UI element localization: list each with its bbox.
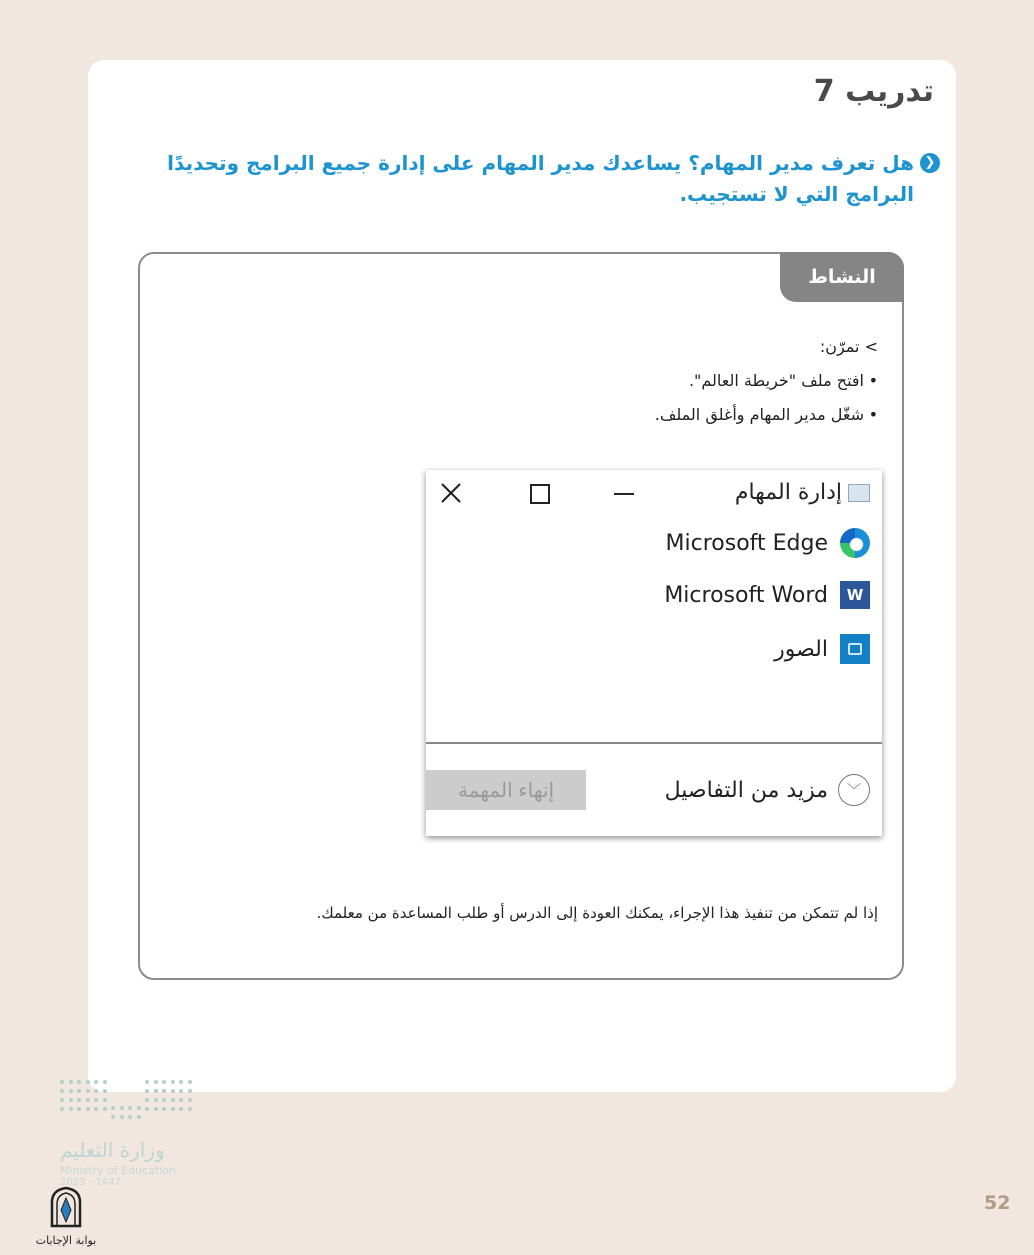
app-label: Microsoft Word bbox=[664, 582, 828, 608]
task-manager-icon bbox=[848, 484, 870, 502]
word-icon: W bbox=[840, 581, 870, 609]
more-details-toggle[interactable] bbox=[665, 774, 870, 806]
minimize-icon[interactable] bbox=[614, 493, 634, 495]
question-body: هل تعرف مدير المهام؟ يساعدك مدير المهام على إدارة جميع البرامج وتحديدًا البرامج التي لا تستجيب. bbox=[167, 151, 914, 206]
end-task-button[interactable]: إنهاء المهمة bbox=[426, 770, 586, 810]
question-text bbox=[144, 148, 936, 210]
instructions bbox=[655, 330, 878, 432]
ministry-year: 2023 - 1447 bbox=[60, 1177, 121, 1188]
task-manager-titlebar bbox=[426, 470, 882, 520]
ministry-dots-icon bbox=[60, 1080, 196, 1120]
footer-note: إذا لم تتمكن من تنفيذ هذا الإجراء، يمكنك العودة إلى الدرس أو طلب المساعدة من معلمك. bbox=[316, 904, 878, 922]
close-icon[interactable] bbox=[438, 480, 464, 506]
maximize-icon[interactable] bbox=[530, 484, 550, 504]
chevron-down-icon: ﹀ bbox=[838, 774, 870, 806]
divider bbox=[426, 742, 882, 744]
more-details-label: مزيد من التفاصيل bbox=[664, 777, 828, 803]
instruction-item: • شغّل مدير المهام وأغلق الملف. bbox=[655, 398, 878, 432]
activity-box bbox=[138, 252, 904, 980]
activity-tab: النشاط bbox=[780, 252, 904, 302]
portal-logo bbox=[34, 1186, 98, 1247]
app-label: الصور bbox=[774, 636, 828, 662]
edge-icon bbox=[840, 528, 870, 558]
pen-arch-icon bbox=[46, 1186, 86, 1228]
app-row-photos[interactable] bbox=[774, 632, 870, 666]
task-manager-title: إدارة المهام bbox=[734, 480, 842, 505]
ministry-logo bbox=[60, 1080, 200, 1188]
task-manager-window bbox=[426, 470, 882, 836]
app-row-edge[interactable] bbox=[666, 526, 870, 560]
portal-label: بوابة الإجابات bbox=[35, 1234, 97, 1247]
instructions-intro: > تمرّن: bbox=[819, 337, 878, 356]
app-label: Microsoft Edge bbox=[665, 530, 828, 556]
instruction-item: • افتح ملف "خريطة العالم". bbox=[655, 364, 878, 398]
photos-icon bbox=[840, 634, 870, 664]
page-number: 52 bbox=[984, 1192, 1011, 1214]
exercise-title: تدريب 7 bbox=[813, 74, 934, 109]
chevron-left-icon: ❮ bbox=[920, 153, 940, 173]
app-row-word[interactable] bbox=[664, 578, 870, 612]
ministry-name-en: Ministry of Education bbox=[60, 1164, 177, 1177]
ministry-name-ar: وزارة التعليم bbox=[60, 1138, 165, 1162]
